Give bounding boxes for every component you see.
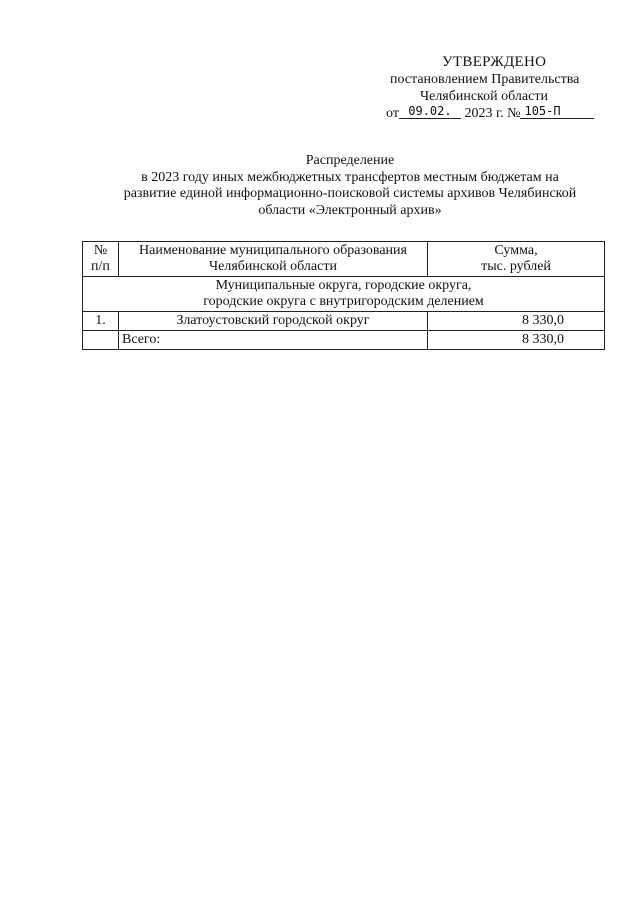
- approval-date-line: [360, 105, 620, 122]
- heading-line-3: развитие единой информационно-поисковой системы архивов Челябинской: [123, 186, 577, 201]
- table-total-row: [83, 331, 605, 350]
- group-line1: Муниципальные округа, городские округа,: [215, 278, 472, 293]
- approval-by-line: постановлением Правительства: [390, 72, 580, 87]
- table-header-row: [83, 242, 605, 277]
- from-label: от: [386, 106, 399, 121]
- header-sum-line1: Сумма,: [494, 243, 538, 258]
- approval-number: 105-П: [520, 104, 594, 119]
- group-line2: городские округа с внутригородским делением: [203, 294, 484, 309]
- heading-title: Распределение: [305, 153, 395, 168]
- row-sum: 8 330,0: [428, 312, 605, 331]
- table-row: [83, 312, 605, 331]
- row-num: 1.: [83, 312, 119, 331]
- table-group-row: [83, 277, 605, 312]
- document-heading: [80, 153, 620, 219]
- group-label: [83, 277, 605, 312]
- total-label: Всего:: [118, 331, 427, 350]
- header-sum: [428, 242, 605, 277]
- approval-block: [360, 54, 620, 122]
- header-num: [83, 242, 119, 277]
- distribution-table: [82, 241, 605, 350]
- total-num-cell: [83, 331, 119, 350]
- total-sum: 8 330,0: [428, 331, 605, 350]
- heading-line-4: области «Электронный архив»: [258, 202, 442, 218]
- header-num-line2: п/п: [91, 259, 110, 274]
- heading-line-2: в 2023 году иных межбюджетных трансфертов местным бюджетам на: [141, 169, 559, 185]
- header-name: [118, 242, 427, 277]
- year-number-label: 2023 г. №: [464, 106, 521, 121]
- approval-region-line: Челябинской области: [420, 89, 548, 104]
- row-name: Златоустовский городской округ: [118, 312, 427, 331]
- header-num-line1: №: [93, 243, 108, 258]
- approval-date: 09.02.: [399, 104, 461, 119]
- header-name-line2: Челябинской области: [209, 259, 337, 274]
- approved-stamp: УТВЕРЖДЕНО: [442, 54, 547, 70]
- header-sum-line2: тыс. рублей: [481, 259, 551, 274]
- header-name-line1: Наименование муниципального образования: [139, 243, 407, 258]
